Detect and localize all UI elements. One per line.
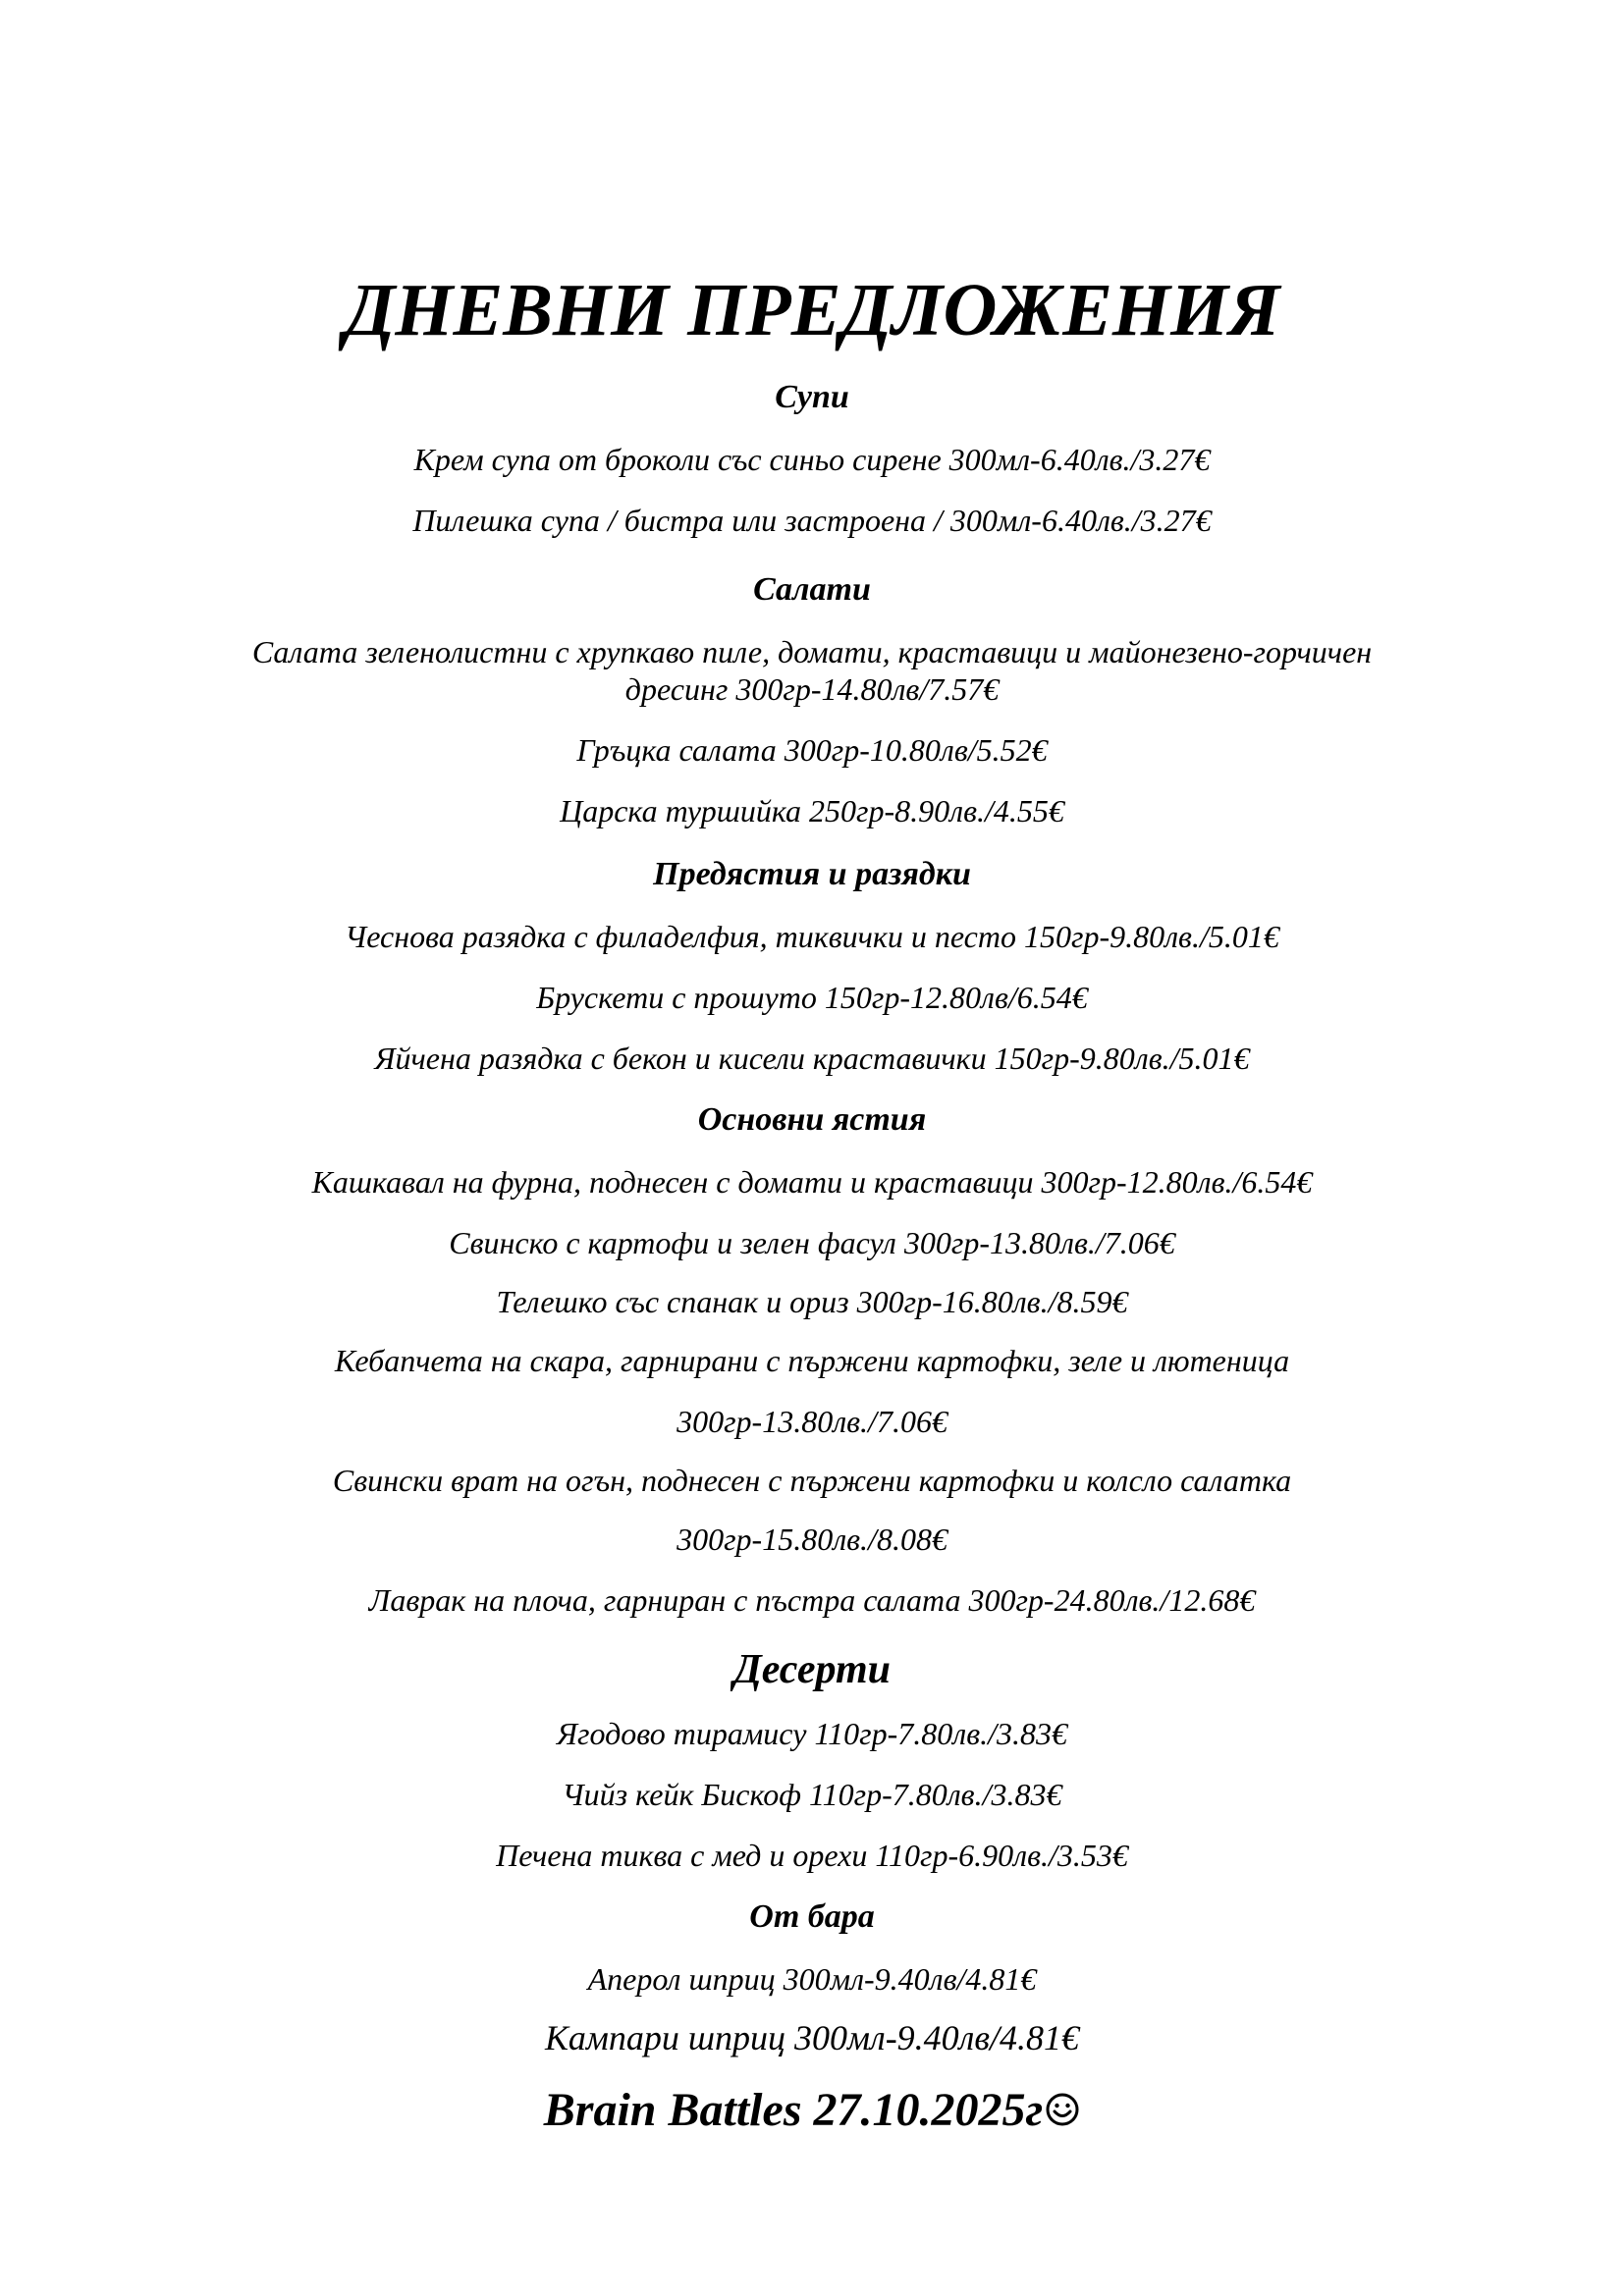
menu-item: Аперол шприц 300мл-9.40лв/4.81€ — [587, 1961, 1037, 1997]
section-heading-bar: От бара — [749, 1898, 875, 1935]
menu-item: Ягодово тирамису 110гр-7.80лв./3.83€ — [557, 1716, 1067, 1751]
menu-item: дресинг 300гр-14.80лв/7.57€ — [624, 671, 1000, 707]
menu-item: Печена тиква с мед и орехи 110гр-6.90лв./3.53€ — [496, 1838, 1128, 1873]
menu-item: Брускети с прошуто 150гр-12.80лв/6.54€ — [536, 980, 1088, 1015]
section-heading-desserts: Десерти — [733, 1647, 891, 1692]
section-heading-starters: Предястия и разядки — [653, 856, 971, 892]
smiley-icon — [1045, 2092, 1080, 2127]
menu-item: Свинско с картофи и зелен фасул 300гр-13.80лв./7.06€ — [449, 1225, 1175, 1260]
page-title: ДНЕВНИ ПРЕДЛОЖЕНИЯ — [344, 269, 1280, 351]
menu-item: Телешко със спанак и ориз 300гр-16.80лв./8.59€ — [496, 1284, 1128, 1319]
section-heading-mains: Основни ястия — [697, 1101, 927, 1138]
section-heading-soups: Супи — [775, 379, 849, 415]
menu-item: Гръцка салата 300гр-10.80лв/5.52€ — [576, 732, 1048, 768]
menu-item: Пилешка супа / бистра или застроена / 300мл-6.40лв./3.27€ — [412, 503, 1212, 538]
menu-item: Чийз кейк Бискоф 110гр-7.80лв./3.83€ — [562, 1777, 1062, 1812]
menu-item: Кашкавал на фурна, поднесен с домати и краставици 300гр-12.80лв./6.54€ — [311, 1164, 1313, 1200]
menu-item: Лаврак на плоча, гарниран с пъстра салата 300гр-24.80лв./12.68€ — [368, 1582, 1256, 1618]
menu-item: Царска туршийка 250гр-8.90лв./4.55€ — [560, 793, 1064, 828]
menu-item: Чеснова разядка с филаделфия, тиквички и песто 150гр-9.80лв./5.01€ — [345, 919, 1279, 954]
menu-item: Кебапчета на скара, гарнирани с пържени картофки, зеле и лютеница — [334, 1343, 1290, 1378]
menu-item: Яйчена разядка с бекон и кисели краставички 150гр-9.80лв./5.01€ — [374, 1041, 1250, 1076]
menu-item: Кампари шприц 300мл-9.40лв/4.81€ — [544, 2018, 1080, 2057]
menu-item: Салата зеленолистни с хрупкаво пиле, домати, краставици и майонезено-горчичен — [251, 634, 1373, 669]
menu-item: Крем супа от броколи със синьо сирене 300мл-6.40лв./3.27€ — [413, 442, 1211, 477]
menu-item: Свински врат на огън, поднесен с пържени картофки и колсло салатка — [332, 1463, 1292, 1498]
footer-line — [0, 2084, 1624, 2136]
menu-item: 300гр-15.80лв./8.08€ — [677, 1522, 947, 1557]
menu-item: 300гр-13.80лв./7.06€ — [677, 1404, 947, 1439]
section-heading-salads: Салати — [753, 571, 871, 608]
footer-text: Brain Battles 27.10.2025г — [543, 2084, 1044, 2136]
